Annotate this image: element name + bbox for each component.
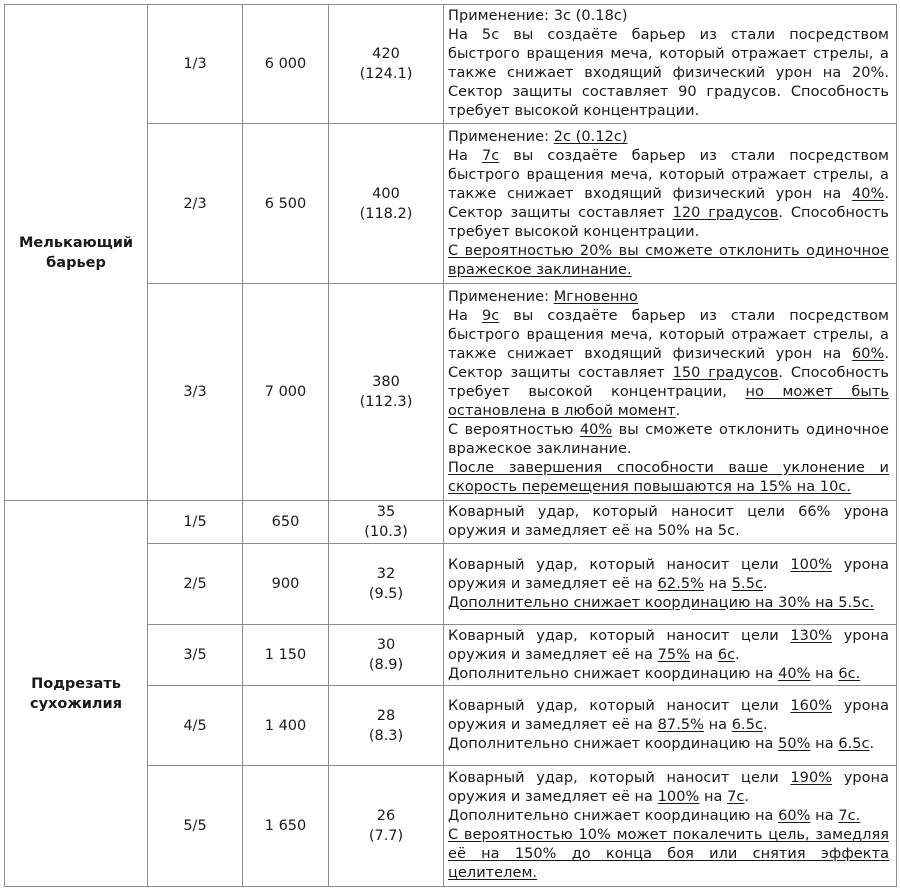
- description-cell: [444, 284, 897, 501]
- mana-value: 32: [376, 566, 396, 582]
- rank-cell: 1/5: [148, 501, 243, 544]
- description-text: на: [810, 808, 839, 824]
- description-text: . Сектор защиты составляет: [448, 185, 889, 221]
- description-text: Применение:: [448, 288, 554, 305]
- cost-cell: 7 000: [243, 284, 329, 501]
- description-text: Применение:: [448, 128, 554, 145]
- description-paragraph: [448, 459, 889, 497]
- improved-value-text: После завершения способности ваше уклонение и скорость перемещения повышаются на 15% на 10с.: [448, 459, 889, 495]
- description-paragraph: [448, 627, 889, 665]
- cost-cell: 6 500: [243, 124, 329, 284]
- mana-per-second: (8.3): [368, 727, 404, 744]
- improved-value-text: 6.5с: [731, 717, 763, 733]
- skill-name-line: Мелькающий: [18, 234, 134, 251]
- description-cell: [444, 501, 897, 544]
- description-text: . Способность требует высокой концентрации,: [448, 364, 890, 400]
- improved-value-text: 100%: [657, 789, 700, 805]
- improved-value-text: 120 градусов: [672, 204, 779, 221]
- description-text: урона оружия и замедляет её на: [448, 770, 889, 805]
- description-text: вы создаёте барьер из стали посредством быстрого вращения меча, который отражает стрелы, а также снижает входящий физический урон на: [448, 147, 889, 202]
- description-paragraph: [448, 665, 889, 684]
- description-text: на: [810, 736, 839, 752]
- description-paragraph: [448, 826, 889, 883]
- mana-per-second: (9.5): [368, 586, 404, 602]
- skill-name-line: сухожилия: [29, 695, 123, 712]
- description-text: .: [763, 575, 768, 592]
- description-text: .: [763, 717, 768, 733]
- improved-value-text: 100%: [790, 556, 833, 573]
- table-row: [5, 5, 897, 124]
- description-paragraph: [448, 307, 889, 421]
- improved-value-text: 60%: [778, 808, 811, 824]
- mana-cell: [329, 284, 444, 501]
- rank-cell: 2/5: [148, 544, 243, 625]
- description-text: на: [703, 575, 732, 592]
- skill-name-line: Подрезать: [31, 675, 121, 692]
- improved-value-text: 150 градусов: [672, 364, 779, 381]
- improved-value-text: 60%: [851, 345, 885, 362]
- description-text: урона оружия и замедляет её на: [448, 627, 889, 663]
- description-paragraph: [448, 147, 889, 242]
- cost-cell: 1 400: [243, 686, 329, 766]
- improved-value-text: 87.5%: [657, 717, 704, 733]
- description-cell: [444, 766, 897, 887]
- description-paragraph: [448, 128, 889, 147]
- improved-value-text: 160%: [790, 698, 833, 714]
- description-cell: [444, 124, 897, 284]
- description-paragraph: [448, 503, 889, 541]
- mana-cell: [329, 766, 444, 887]
- description-text: Коварный удар, который наносит цели 66% урона оружия и замедляет её на 50% на 5с.: [448, 504, 889, 539]
- mana-cell: [329, 625, 444, 686]
- description-paragraph: [448, 556, 889, 594]
- description-text: на: [699, 789, 728, 805]
- improved-value-text: 50%: [778, 736, 811, 752]
- improved-value-text: 40%: [579, 421, 613, 438]
- improved-value-text: 40%: [778, 665, 811, 682]
- description-paragraph: [448, 421, 889, 459]
- improved-value-text: 40%: [851, 185, 885, 202]
- description-paragraph: [448, 807, 889, 826]
- skill-name-cell: [5, 501, 148, 887]
- description-text: Дополнительно снижает координацию на: [448, 808, 779, 824]
- table-row: [5, 501, 897, 544]
- rank-cell: 3/3: [148, 284, 243, 501]
- description-text: .: [735, 646, 740, 663]
- improved-value-text: 5.5с: [731, 575, 763, 592]
- mana-per-second: (112.3): [359, 394, 413, 410]
- description-text: На: [448, 147, 482, 164]
- mana-value: 420: [372, 46, 400, 62]
- description-text: С вероятностью: [448, 421, 580, 438]
- mana-per-second: (7.7): [368, 828, 404, 844]
- description-text: .: [869, 736, 875, 752]
- improved-value-text: С вероятностью 20% вы сможете отклонить одиночное вражеское заклинание.: [448, 242, 889, 278]
- description-text: Коварный удар, который наносит цели: [448, 556, 791, 573]
- mana-value: 30: [376, 637, 396, 653]
- improved-value-text: 7с: [481, 147, 500, 164]
- mana-cell: [329, 544, 444, 625]
- cost-cell: 650: [243, 501, 329, 544]
- skill-name-line: барьер: [46, 254, 106, 271]
- mana-cell: [329, 5, 444, 124]
- mana-per-second: (124.1): [359, 66, 413, 82]
- rank-cell: 5/5: [148, 766, 243, 887]
- improved-value-text: С вероятностью 10% может покалечить цель, замедляя её на 150% до конца боя или снятия эффекта целителем.: [448, 827, 889, 881]
- improved-value-text: 75%: [657, 646, 691, 663]
- cost-cell: 900: [243, 544, 329, 625]
- mana-per-second: (10.3): [364, 524, 408, 540]
- description-cell: [444, 625, 897, 686]
- description-text: На: [448, 307, 482, 324]
- improved-value-text: 2с (0.12с): [553, 128, 628, 145]
- description-text: . Способность требует высокой концентрации.: [448, 204, 890, 240]
- description-paragraph: [448, 594, 889, 613]
- description-paragraph: [448, 26, 889, 121]
- description-text: вы сможете отклонить одиночное вражеское заклинание.: [448, 421, 889, 457]
- mana-cell: [329, 501, 444, 544]
- description-text: вы создаёте барьер из стали посредством быстрого вращения меча, который отражает стрелы, а также снижает входящий физический урон на: [448, 307, 889, 362]
- description-paragraph: [448, 697, 889, 735]
- description-cell: [444, 5, 897, 124]
- description-cell: [444, 544, 897, 625]
- description-text: Применение: 3с (0.18с): [448, 8, 628, 24]
- improved-value-text: 190%: [790, 770, 833, 786]
- mana-per-second: (8.9): [368, 657, 404, 673]
- improved-value-text: 6с: [717, 646, 736, 663]
- mana-value: 28: [376, 707, 396, 724]
- description-text: на: [690, 646, 718, 663]
- description-paragraph: [448, 242, 889, 280]
- mana-value: 35: [376, 504, 396, 520]
- improved-value-text: 62.5%: [657, 575, 704, 592]
- mana-per-second: (118.2): [359, 205, 413, 222]
- rank-cell: 1/3: [148, 5, 243, 124]
- description-text: .: [744, 789, 750, 805]
- cost-cell: 1 650: [243, 766, 329, 887]
- description-paragraph: [448, 7, 889, 26]
- description-text: На 5с вы создаёте барьер из стали посредством быстрого вращения меча, который отражает стрелы, а также снижает входящий физический урон на 20%. Сектор защиты составляет 90 градусов. Способность требует высокой концентрации.: [448, 27, 889, 119]
- improved-value-text: 130%: [790, 627, 833, 644]
- rank-cell: 4/5: [148, 686, 243, 766]
- improved-value-text: 6.5с: [838, 736, 870, 752]
- skill-name-cell: [5, 5, 148, 501]
- description-text: на: [703, 717, 732, 733]
- description-cell: [444, 686, 897, 766]
- mana-value: 380: [372, 374, 400, 390]
- improved-value-text: Мгновенно: [553, 288, 638, 305]
- mana-value: 400: [372, 185, 400, 202]
- description-paragraph: [448, 769, 889, 807]
- improved-value-text: 7с.: [838, 808, 861, 824]
- description-text: Коварный удар, который наносит цели: [448, 698, 791, 714]
- description-paragraph: [448, 735, 889, 754]
- improved-value-text: но может быть остановлена в любой момент: [448, 383, 889, 419]
- cost-cell: 1 150: [243, 625, 329, 686]
- mana-cell: [329, 686, 444, 766]
- description-text: . Сектор защиты составляет: [448, 345, 889, 381]
- description-text: урона оружия и замедляет её на: [448, 556, 889, 592]
- description-text: Дополнительно снижает координацию на: [448, 736, 779, 752]
- skills-table: [4, 4, 897, 887]
- description-text: на: [810, 665, 839, 682]
- description-text: Коварный удар, который наносит цели: [448, 627, 791, 644]
- description-text: урона оружия и замедляет её на: [448, 698, 889, 733]
- improved-value-text: 7с: [727, 789, 745, 805]
- improved-value-text: Дополнительно снижает координацию на 30% на 5.5с.: [448, 594, 875, 611]
- description-paragraph: [448, 288, 889, 307]
- improved-value-text: 6с.: [838, 665, 861, 682]
- mana-cell: [329, 124, 444, 284]
- cost-cell: 6 000: [243, 5, 329, 124]
- description-text: .: [675, 402, 681, 419]
- improved-value-text: 9с: [481, 307, 500, 324]
- mana-value: 26: [376, 808, 396, 824]
- rank-cell: 3/5: [148, 625, 243, 686]
- skills-table-body: [5, 5, 897, 887]
- description-text: Коварный удар, который наносит цели: [448, 770, 791, 786]
- description-text: Дополнительно снижает координацию на: [448, 665, 779, 682]
- rank-cell: 2/3: [148, 124, 243, 284]
